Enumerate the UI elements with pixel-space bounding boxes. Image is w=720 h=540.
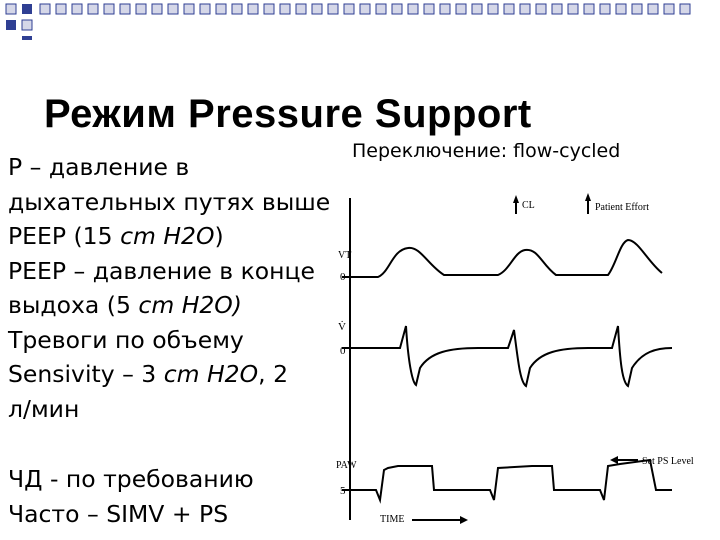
cl-arrow-head: [513, 195, 519, 203]
text-line: выдоха (5 cm H2O): [8, 291, 242, 319]
settings-text: [8, 150, 353, 531]
patient-effort-arrow-head: [585, 193, 591, 201]
label-vt: VT: [338, 250, 352, 261]
text-line: ЧД - по требованию: [8, 465, 254, 493]
text-line: Часто – SIMV + PS: [8, 499, 229, 528]
text-line: PEEP (15 cm H2O): [8, 222, 224, 250]
label-vdot: V̇: [338, 321, 346, 333]
slide-title: Режим Pressure Support: [44, 92, 532, 136]
label-set-ps: Set PS Level: [642, 456, 694, 467]
pressure-waveform: [342, 460, 672, 500]
flow-waveform: [342, 326, 672, 386]
waveform-figure: [320, 170, 720, 540]
volume-waveform: [342, 240, 662, 277]
set-ps-arrow-head: [610, 456, 618, 464]
label-paw-five: 5: [340, 485, 346, 497]
text-line: Sensivity – 3 cm H2O, 2: [8, 360, 289, 388]
label-vt-zero: 0: [340, 271, 346, 283]
label-vdot-zero: 0: [340, 345, 346, 357]
text-line: PEEP – давление в конце: [8, 256, 315, 285]
switch-note: Переключение: flow-cycled: [352, 140, 621, 162]
time-arrow-head: [460, 516, 468, 524]
label-patient-effort: Patient Effort: [595, 202, 649, 213]
label-paw: PAW: [336, 460, 357, 471]
text-line: Тревоги по объему: [8, 325, 244, 354]
text-line: Р – давление в: [8, 153, 190, 181]
label-time: TIME: [380, 514, 405, 525]
text-line: дыхательных путях выше: [8, 187, 331, 216]
decorative-squares: [0, 0, 720, 40]
text-line: л/мин: [8, 394, 80, 423]
label-cl: CL: [522, 200, 535, 211]
